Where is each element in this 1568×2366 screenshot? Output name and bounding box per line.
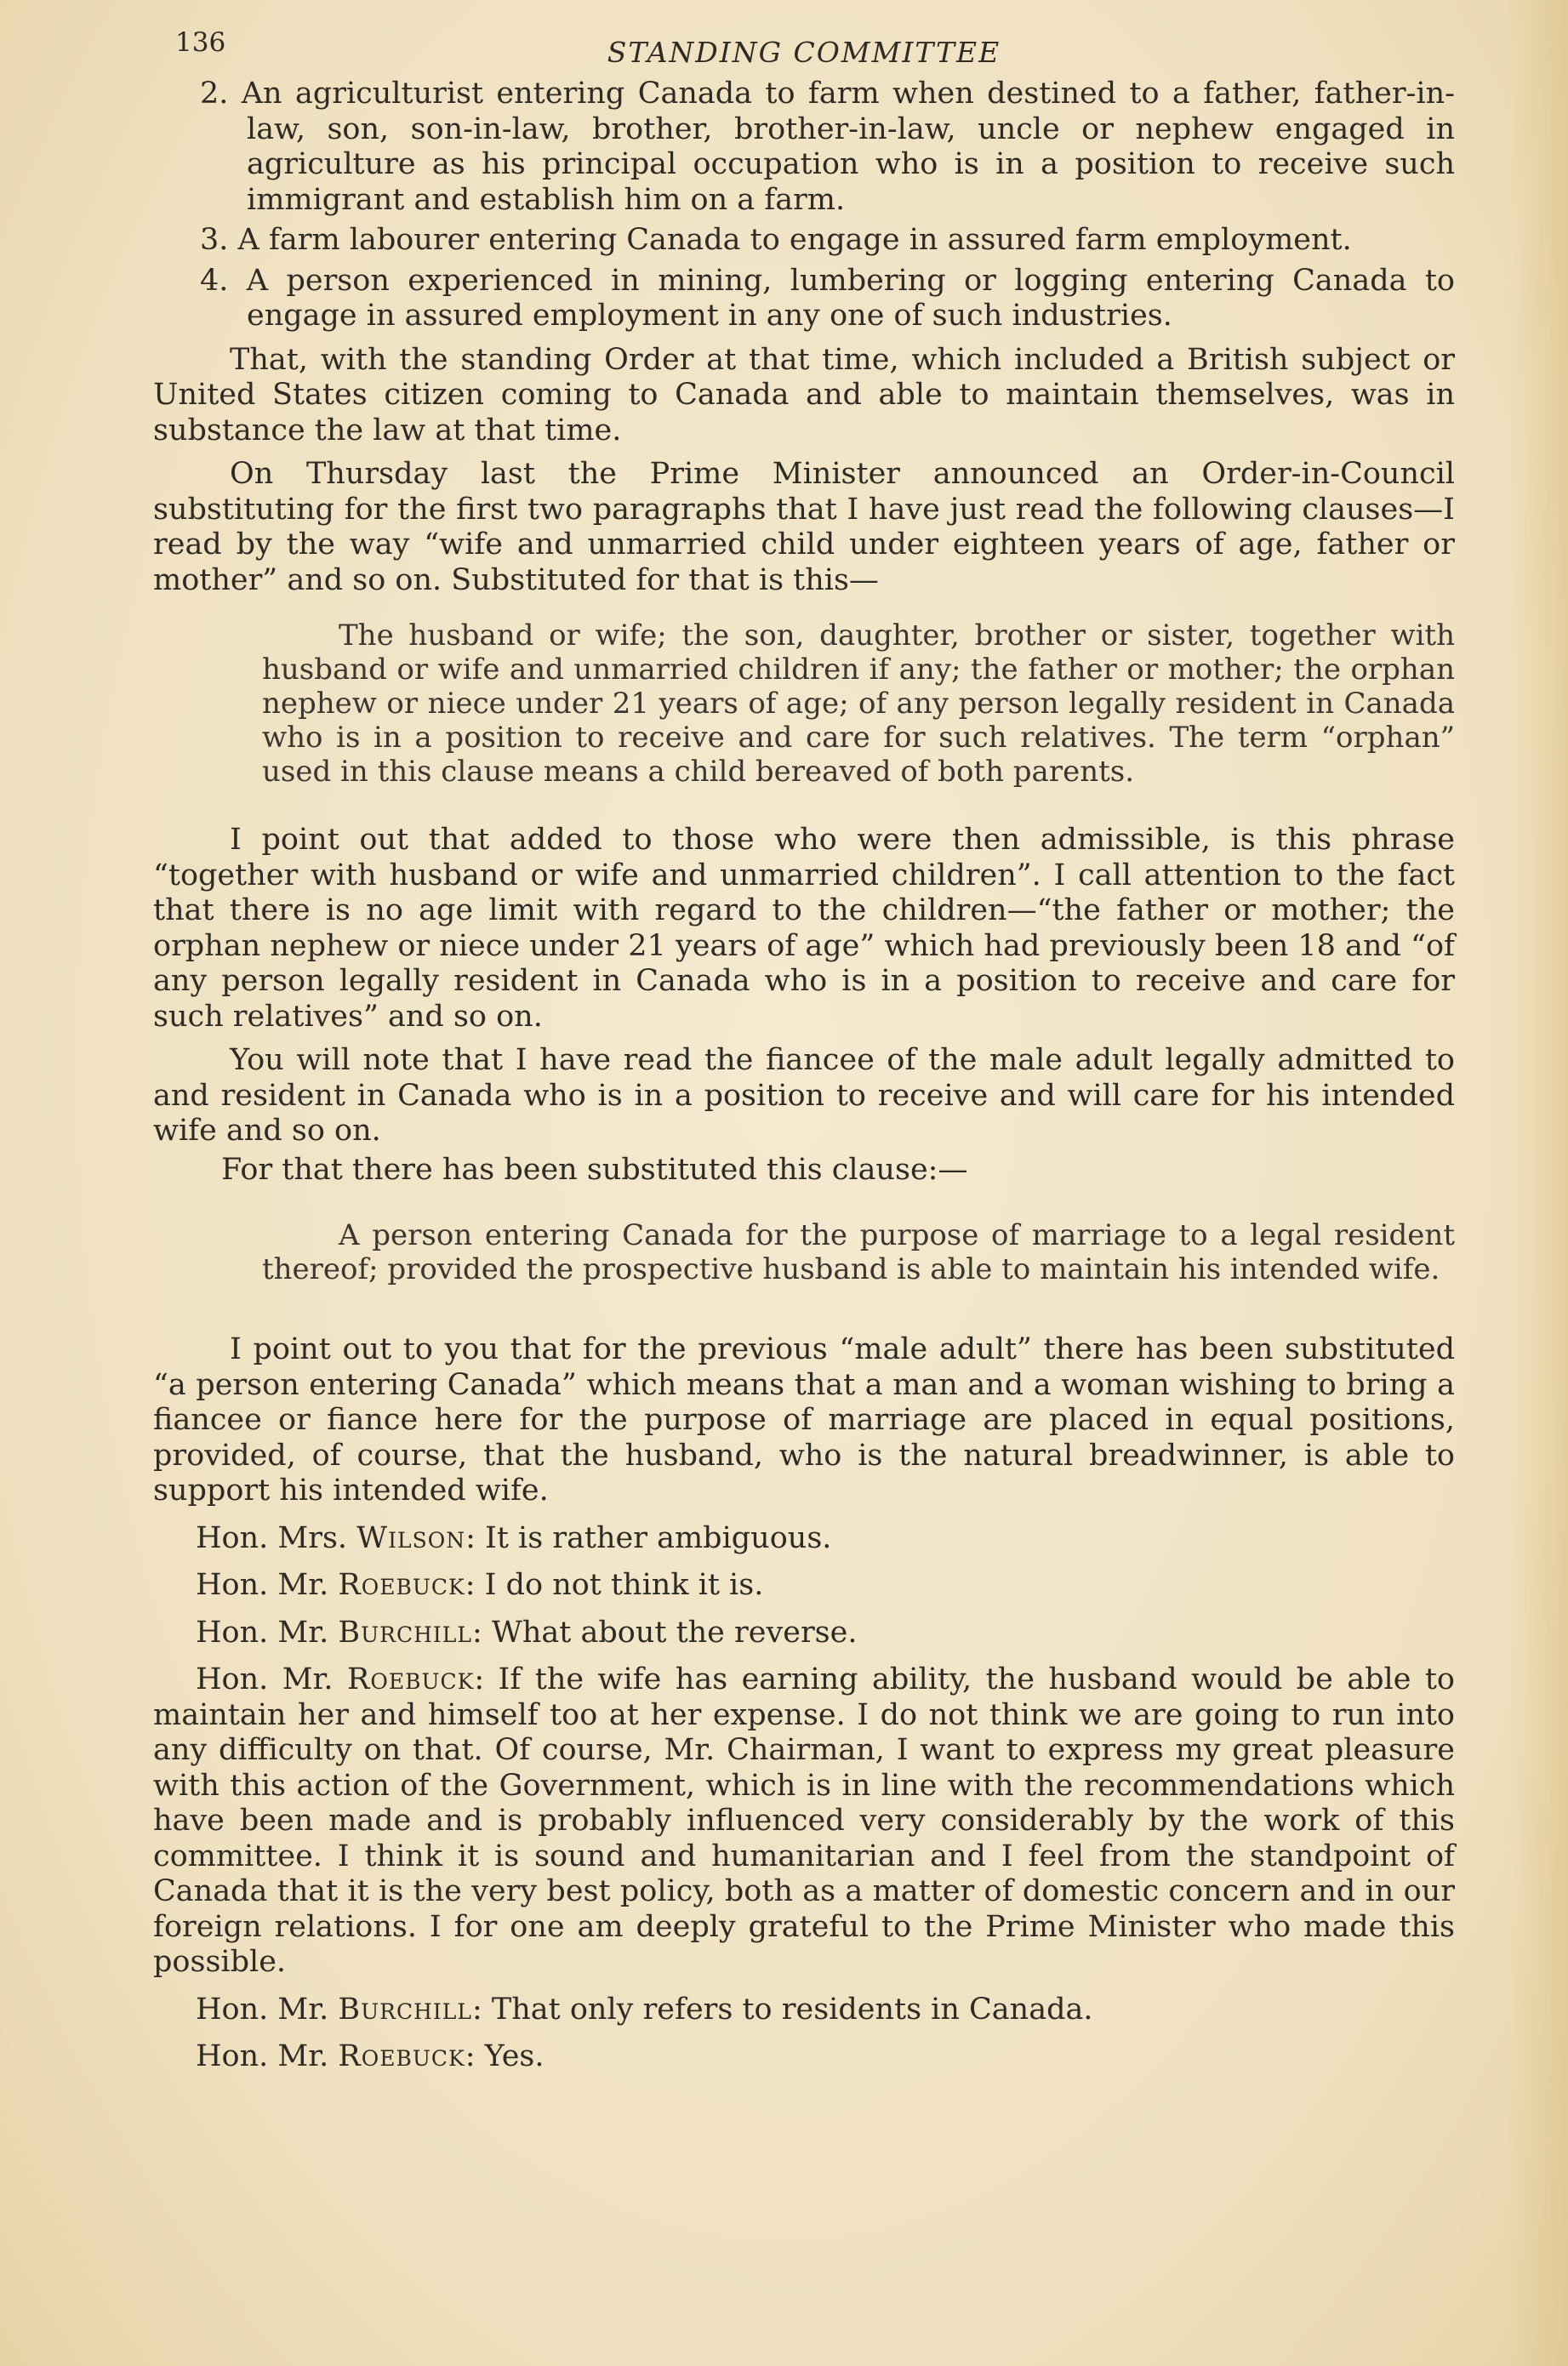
dialogue-line <box>153 2039 1455 2075</box>
speaker-prefix: Hon. Mr. <box>196 1568 339 1602</box>
list-item-3 <box>153 223 1455 259</box>
document-page <box>153 26 1455 2075</box>
speech-text: : I do not think it is. <box>465 1568 764 1602</box>
list-item-2 <box>153 77 1455 218</box>
speech-text: : If the wife has earning ability, the husband would be able to maintain her and himself too at her expense. I do not think we are going to run into any difficulty on that. Of course, Mr. Chairman, I want to express my great pleasure with this action of the Government, which is in line with the recommendations which have been made and is probably influenced very considerably by the work of this committee. I think it is sound and humanitarian and I feel from the standpoint of Canada that it is the very best policy, both as a matter of domestic concern and in our foreign relations. I for one am deeply grateful to the Prime Minister who made this possible. <box>153 1662 1455 1979</box>
speaker-prefix: Hon. Mr. <box>196 2039 339 2073</box>
paragraph: I point out that added to those who were then admissible, is this phrase “together with husband or wife and unmarried children”. I call attention to the fact that there is no age limit with regard to the children—“the father or mother; the orphan nephew or niece under 21 years of age” which had previously been 18 and “of any person legally resident in Canada who is in a position to receive and care for such relatives” and so on. <box>153 823 1455 1034</box>
speaker-name: Wilson <box>356 1520 466 1555</box>
quoted-clause: The husband or wife; the son, daughter, brother or sister, together with husband or wife and unmarried children if any; the father or mother; the orphan nephew or niece under 21 years of age; of any person legally resident in Canada who is in a position to receive and care for such relatives. The term “orphan” used in this clause means a child bereaved of both parents. <box>262 619 1455 789</box>
paragraph: For that there has been substituted this clause:— <box>221 1152 968 1187</box>
dialogue-line <box>153 1521 1455 1557</box>
list-item-text: A farm labourer entering Canada to engage in assured farm employment. <box>237 223 1352 257</box>
dialogue-line <box>153 1616 1455 1651</box>
dialogue-line <box>153 1993 1455 2028</box>
speaker-name: Burchill <box>338 1992 472 2027</box>
speaker-name: Roebuck <box>338 2039 465 2073</box>
quoted-clause: A person entering Canada for the purpose of marriage to a legal resident thereof; provided the prospective husband is able to maintain his intended wife. <box>262 1218 1455 1286</box>
speaker-name: Roebuck <box>346 1662 475 1696</box>
paragraph: That, with the standing Order at that time, which included a British subject or United States citizen coming to Canada and able to maintain themselves, was in substance the law at that time. <box>153 342 1455 448</box>
speaker-name: Roebuck <box>338 1568 465 1602</box>
list-item-text: A person experienced in mining, lumbering or logging entering Canada to engage in assured employment in any one of such industries. <box>246 263 1455 333</box>
page-body <box>153 77 1455 2075</box>
speaker-prefix: Hon. Mrs. <box>196 1520 357 1555</box>
speech-text: : That only refers to residents in Canada. <box>472 1992 1093 2027</box>
dialogue-line <box>153 1662 1455 1981</box>
paragraph: On Thursday last the Prime Minister announced an Order-in-Council substituting for the first two paragraphs that I have just read the following clauses—I read by the way “wife and unmarried child under eighteen years of age, father or mother” and so on. Substituted for that is this— <box>153 457 1455 597</box>
running-title: STANDING COMMITTEE <box>607 36 1001 69</box>
speaker-prefix: Hon. Mr. <box>196 1662 347 1696</box>
speaker-prefix: Hon. Mr. <box>196 1615 339 1650</box>
page-edge-shadow <box>1508 0 1568 2366</box>
list-item-number: 2. <box>200 77 229 111</box>
list-item-4 <box>153 264 1455 334</box>
list-item-number: 3. <box>200 223 229 257</box>
dialogue-line <box>153 1568 1455 1604</box>
list-item-text: An agriculturist entering Canada to farm when destined to a father, father-in-law, son, son-in-law, brother, brother-in-law, uncle or nephew engaged in agriculture as his principal occupation who is in a position to receive such immigrant and establish him on a farm. <box>241 77 1455 217</box>
page-header <box>153 26 1455 77</box>
list-item-number: 4. <box>200 263 229 298</box>
speaker-name: Burchill <box>338 1615 472 1650</box>
paragraph: You will note that I have read the fiancee of the male adult legally admitted to and resident in Canada who is in a position to receive and will care for his intended wife and so on. <box>153 1043 1455 1148</box>
speech-text: : It is rather ambiguous. <box>465 1520 832 1555</box>
speech-text: : Yes. <box>465 2039 545 2073</box>
page-number: 136 <box>175 27 226 58</box>
speaker-prefix: Hon. Mr. <box>196 1992 339 2027</box>
speech-text: : What about the reverse. <box>472 1615 858 1650</box>
paragraph: I point out to you that for the previous “male adult” there has been substituted “a person entering Canada” which means that a man and a woman wishing to bring a fiancee or fiance here for the purpose of marriage are placed in equal positions, provided, of course, that the husband, who is the natural breadwinner, is able to support his intended wife. <box>153 1332 1455 1508</box>
